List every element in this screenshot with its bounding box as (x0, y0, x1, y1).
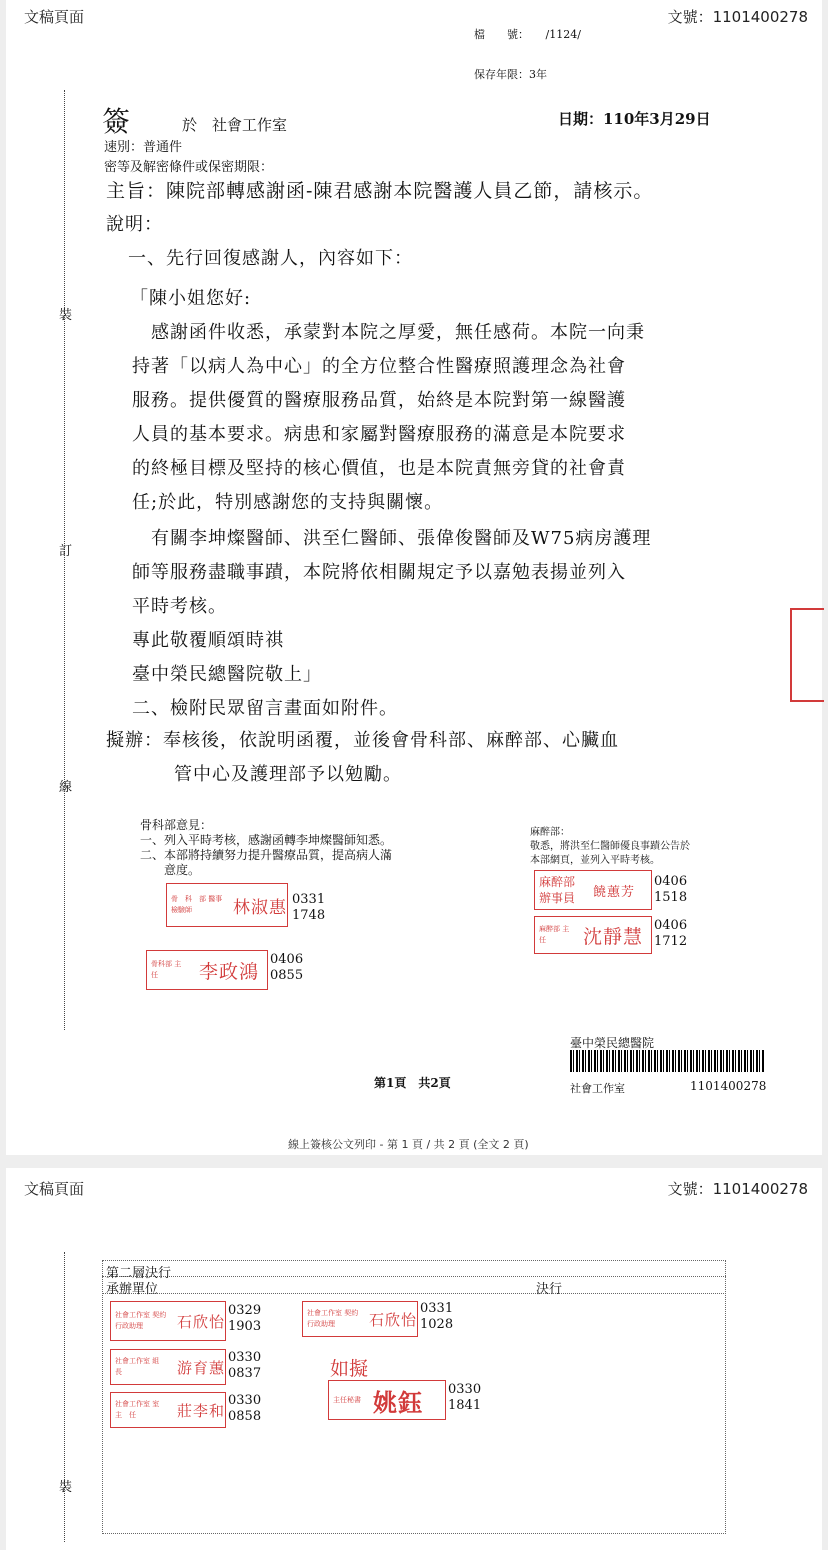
seal-title: 社會工作室 契約行政助理 (307, 1309, 359, 1328)
ortho-line: 一、列入平時考核，感謝函轉李坤燦醫師知悉。 (140, 833, 393, 847)
letter-greeting: 「陳小姐您好: (130, 288, 252, 309)
secrecy-class: 密等及解密條件或保密期限： (104, 160, 274, 175)
seal-title: 社會工作室 室 主 任 (115, 1400, 167, 1419)
para2-line: 有關李坤燦醫師、洪至仁醫師、張偉俊醫師及W75病房護理 (132, 528, 652, 549)
stamp-code: 0855 (270, 968, 304, 983)
seal-stamp (110, 1392, 226, 1428)
stamp-code: 0406 (654, 918, 688, 933)
explanation-label: 說明： (106, 214, 163, 235)
stamp-time (270, 952, 303, 984)
letter-paragraph-1 (132, 316, 645, 520)
seal-title: 麻醉部 主 任 (539, 925, 577, 944)
stamp-code: 0329 (228, 1303, 262, 1318)
seal-title: 麻醉部 辦事員 (539, 875, 576, 905)
stamp-time (420, 1301, 453, 1333)
stamp-time (228, 1350, 261, 1382)
stamp-code: 0858 (228, 1409, 262, 1424)
stamp-code: 0330 (448, 1382, 482, 1397)
seal-stamp (146, 950, 268, 990)
hospital-name: 臺中榮民總醫院 (570, 1036, 655, 1050)
table-divider (102, 1276, 726, 1277)
seal-title: 社會工作室 組 長 (115, 1357, 174, 1376)
anes-title: 麻醉部： (530, 827, 570, 838)
closing-line-2: 臺中榮民總醫院敬上」 (132, 664, 322, 685)
ortho-line: 二、本部將持續努力提升醫療品質，提高病人滿 (140, 848, 393, 862)
seal-stamp (110, 1349, 226, 1385)
seal-title: 骨科部 主 任 (151, 960, 189, 979)
approver-seal (328, 1380, 446, 1420)
side-seal-stamp (790, 608, 824, 702)
document-date: 日期：110年3月29日 (558, 110, 711, 128)
closing-line-1: 專此敬覆順頌時祺 (132, 630, 284, 651)
stamp-code: 1028 (420, 1317, 454, 1332)
file-number: 檔 號： /1124/ (474, 28, 581, 41)
stamp-code: 0330 (228, 1393, 262, 1408)
seal-name: 李政鴻 (199, 960, 260, 983)
stamp-time (292, 892, 325, 924)
seal-name: 游育蕙 (176, 1358, 225, 1377)
orthopedics-opinion (140, 818, 392, 878)
margin-char-staple: 訂 (59, 544, 73, 559)
ortho-title: 骨科部意見： (140, 818, 213, 832)
sign-char: 簽 (102, 105, 131, 138)
item-one: 一、先行回復感謝人，內容如下： (128, 248, 413, 269)
seal-stamp (534, 870, 652, 910)
seal-name: 石欣怡 (368, 1310, 417, 1329)
para2-line: 師等服務盡職事蹟，本院將依相關規定予以嘉勉表揚並列入 (132, 562, 626, 583)
stamp-time (448, 1382, 481, 1414)
margin-char-bind: 裝 (59, 308, 73, 323)
document-number-header: 文號：1101400278 (667, 1180, 808, 1198)
document-page-2 (6, 1168, 822, 1550)
proposal-line-2: 管中心及護理部予以勉勵。 (174, 764, 402, 785)
print-footer: 線上簽核公文列印 - 第 1 頁 / 共 2 頁 (全文 2 頁) (288, 1138, 529, 1151)
speed-class: 速別：普通件 (104, 140, 183, 155)
seal-stamp (534, 916, 652, 954)
stamp-time (654, 918, 687, 950)
document-number-header: 文號：1101400278 (667, 8, 808, 26)
barcode (570, 1050, 764, 1072)
page-header-left: 文稿頁面 (24, 1180, 85, 1198)
stamp-time (228, 1393, 261, 1425)
column-handling-unit: 承辦單位 (106, 1282, 159, 1297)
stamp-code: 1712 (654, 934, 688, 949)
table-divider (102, 1293, 726, 1294)
stamp-code: 0406 (270, 952, 304, 967)
proposal-line-1: 擬辦：奉核後，依說明函覆，並後會骨科部、麻醉部、心臟血 (106, 730, 619, 751)
para1-line: 人員的基本要求。病患和家屬對醫療服務的滿意是本院要求 (132, 424, 626, 445)
stamp-code: 0837 (228, 1366, 262, 1381)
para1-line: 持著「以病人為中心」的全方位整合性醫療照護理念為社會 (132, 356, 626, 377)
seal-name: 姚鈺 (373, 1387, 423, 1417)
seal-name: 林淑惠 (233, 897, 287, 918)
page-header-left: 文稿頁面 (24, 8, 85, 26)
para2-line: 平時考核。 (132, 596, 227, 617)
item-two: 二、檢附民眾留言畫面如附件。 (132, 698, 398, 719)
anes-line: 本部網頁，並列入平時考核。 (530, 855, 660, 866)
ortho-line: 意度。 (140, 863, 201, 877)
seal-name: 沈靜慧 (583, 925, 644, 948)
retention-period: 保存年限：3年 (474, 68, 547, 81)
approval-note: 如擬 (330, 1358, 369, 1380)
anes-line: 敬悉，將洪至仁醫師優良事蹟公告於 (530, 841, 690, 852)
stamp-time (654, 874, 687, 906)
stamp-code: 1748 (292, 908, 326, 923)
para1-line: 服務。提供優質的醫療服務品質，始終是本院對第一線醫護 (132, 390, 626, 411)
department-name: 社會工作室 (570, 1082, 625, 1095)
page-info: 第1頁 共2頁 (374, 1076, 451, 1090)
stamp-code: 0331 (420, 1301, 454, 1316)
sign-location: 於 社會工作室 (182, 116, 288, 134)
margin-char-line: 線 (59, 780, 73, 795)
binding-line (64, 90, 65, 1030)
stamp-time (228, 1303, 261, 1335)
seal-stamp (166, 883, 288, 927)
document-page-1 (6, 0, 822, 1155)
anesthesiology-opinion (530, 826, 690, 868)
seal-stamp (110, 1301, 226, 1341)
stamp-code: 1518 (654, 890, 688, 905)
stamp-code: 0406 (654, 874, 688, 889)
seal-title: 社會工作室 契約行政助理 (115, 1311, 167, 1330)
letter-paragraph-2 (132, 522, 651, 624)
stamp-code: 0330 (228, 1350, 262, 1365)
subject-line: 主旨：陳院部轉感謝函-陳君感謝本院醫護人員乙節，請核示。 (106, 180, 654, 202)
seal-title: 骨 科 部 醫事檢驗師 (171, 895, 223, 914)
decision-level: 第二層決行 (106, 1266, 172, 1281)
seal-name: 莊李和 (176, 1401, 225, 1420)
seal-name: 石欣怡 (176, 1312, 225, 1331)
stamp-code: 1903 (228, 1319, 262, 1334)
seal-name: 饒蕙芳 (593, 884, 636, 900)
para1-line: 感謝函件收悉，承蒙對本院之厚愛，無任感荷。本院一向秉 (132, 322, 645, 343)
margin-char-bind: 裝 (59, 1480, 73, 1495)
stamp-code: 0331 (292, 892, 326, 907)
seal-title: 主任秘書 (333, 1395, 361, 1404)
para1-line: 任;於此，特別感謝您的支持與關懷。 (132, 492, 444, 513)
column-decision: 決行 (536, 1282, 563, 1297)
stamp-code: 1841 (448, 1398, 482, 1413)
seal-stamp (302, 1301, 418, 1337)
barcode-number: 1101400278 (690, 1079, 767, 1093)
binding-line (64, 1252, 65, 1542)
para1-line: 的終極目標及堅持的核心價值，也是本院責無旁貸的社會責 (132, 458, 626, 479)
